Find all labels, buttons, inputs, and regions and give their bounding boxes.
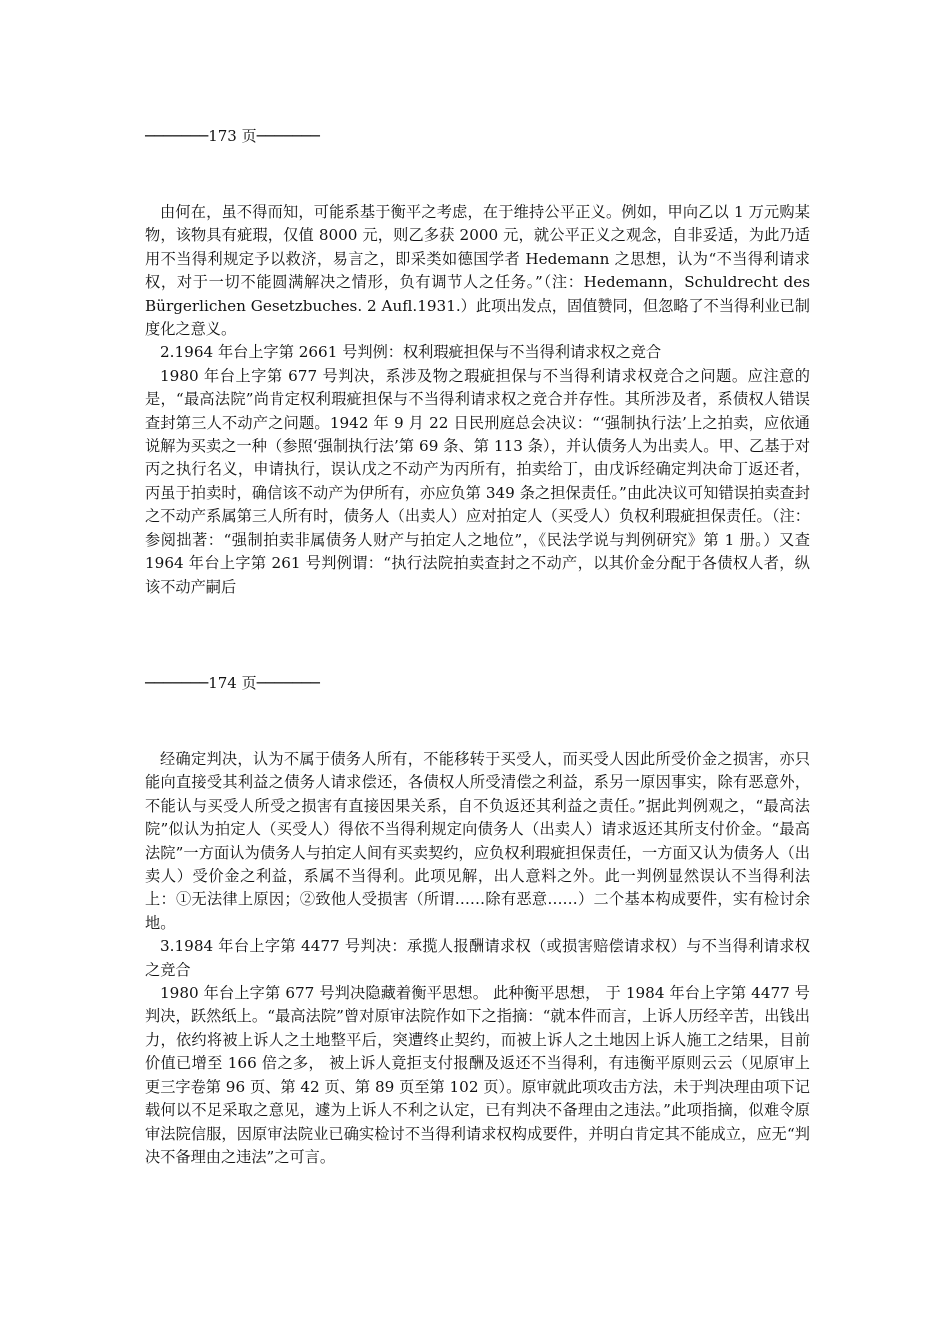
paragraph: 1980 年台上字第 677 号判决隐藏着衡平思想。 此种衡平思想， 于 1984 年台上字第 4477 号判决，跃然纸上。“最高法院”曾对原审法院作如下之指摘：“就本件而言，上诉人历经辛苦，出钱出力，依约将被上诉人之土地整平后，突遭终止契约，而被上诉人之土地因上诉人施工之结果，目前价值已增至 166 倍之多， 被上诉人竟拒支付报酬及返还不当得利，有违衡平原则云云（见原审上更三字卷第 96 页、第 42 页、第 89 页至第 102 页）。原审就此项攻击方法，未于判决理由项下记载何以不足采取之意见，遽为上诉人不利之认定，已有判决不备理由之违法。”此项指摘，似难令原审法院信服，因原审法院业已确实检讨不当得利请求权构成要件，并明白肯定其不能成立，应无“判决不备理由之违法”之可言。: [145, 984, 810, 1166]
section-heading: 2.1964 年台上字第 2661 号判例：权利瑕疵担保与不当得利请求权之竞合: [160, 343, 662, 362]
page-marker-173: ───────173 页───────: [145, 127, 320, 145]
text-block-page-173: [145, 201, 810, 599]
page-marker-174: ───────174 页───────: [145, 674, 320, 692]
paragraph: 由何在，虽不得而知，可能系基于衡平之考虑，在于维持公平正义。例如，甲向乙以 1 万元购某物，该物具有疵瑕，仅值 8000 元，则乙多获 2000 元，就公平正义之观念，自非妥适，为此乃适用不当得利规定予以救济，易言之，即采类如德国学者 Hedemann 之思想，认为“不当得利请求权，对于一切不能圆满解决之情形，负有调节人之任务。”（注：Hedemann，Schuldrecht des Bürgerlichen Gesetzbuches. 2 Aufl.1931.）此项出发点，固值赞同，但忽略了不当得利业已制度化之意义。: [145, 203, 810, 339]
paragraph: 经确定判决，认为不属于债务人所有，不能移转于买受人，而买受人因此所受价金之损害，亦只能向直接受其利益之债务人请求偿还，各债权人所受清偿之利益，系另一原因事实，除有恶意外，不能认与买受人所受之损害有直接因果关系，自不负返还其利益之责任。”据此判例观之，“最高法院”似认为拍定人（买受人）得依不当得利规定向债务人（出卖人）请求返还其所支付价金。“最高法院”一方面认为债务人与拍定人间有买卖契约，应负权利瑕疵担保责任，一方面又认为债务人（出卖人）受价金之利益，系属不当得利。此项见解，出人意料之外。此一判例显然误认不当得利法上：①无法律上原因；②致他人受损害（所谓……除有恶意……）二个基本构成要件，实有检讨余地。: [145, 750, 810, 932]
text-block-page-174: [145, 748, 810, 1169]
section-heading: 3.1984 年台上字第 4477 号判决：承揽人报酬请求权（或损害赔偿请求权）与不当得利请求权之竞合: [145, 937, 810, 979]
paragraph: 1980 年台上字第 677 号判决，系涉及物之瑕疵担保与不当得利请求权竞合之问题。应注意的是，“最高法院”尚肯定权利瑕疵担保与不当得利请求权之竞合并存性。其所涉及者，系债权人错误查封第三人不动产之问题。1942 年 9 月 22 日民刑庭总会决议：“‘强制执行法’上之拍卖，应依通说解为买卖之一种（参照‘强制执行法’第 69 条、第 113 条），并认债务人为出卖人。甲、乙基于对丙之执行名义，申请执行，误认戊之不动产为丙所有，拍卖给丁，由戊诉经确定判决命丁返还者，丙虽于拍卖时，确信该不动产为伊所有，亦应负第 349 条之担保责任。”由此决议可知错误拍卖查封之不动产系属第三人所有时，债务人（出卖人）应对拍定人（买受人）负权利瑕疵担保责任。（注：参阅拙著：“强制拍卖非属债务人财产与拍定人之地位”，《民法学说与判例研究》第 1 册。）又查 1964 年台上字第 261 号判例谓：“执行法院拍卖查封之不动产，以其价金分配于各债权人者，纵该不动产嗣后: [145, 366, 810, 596]
